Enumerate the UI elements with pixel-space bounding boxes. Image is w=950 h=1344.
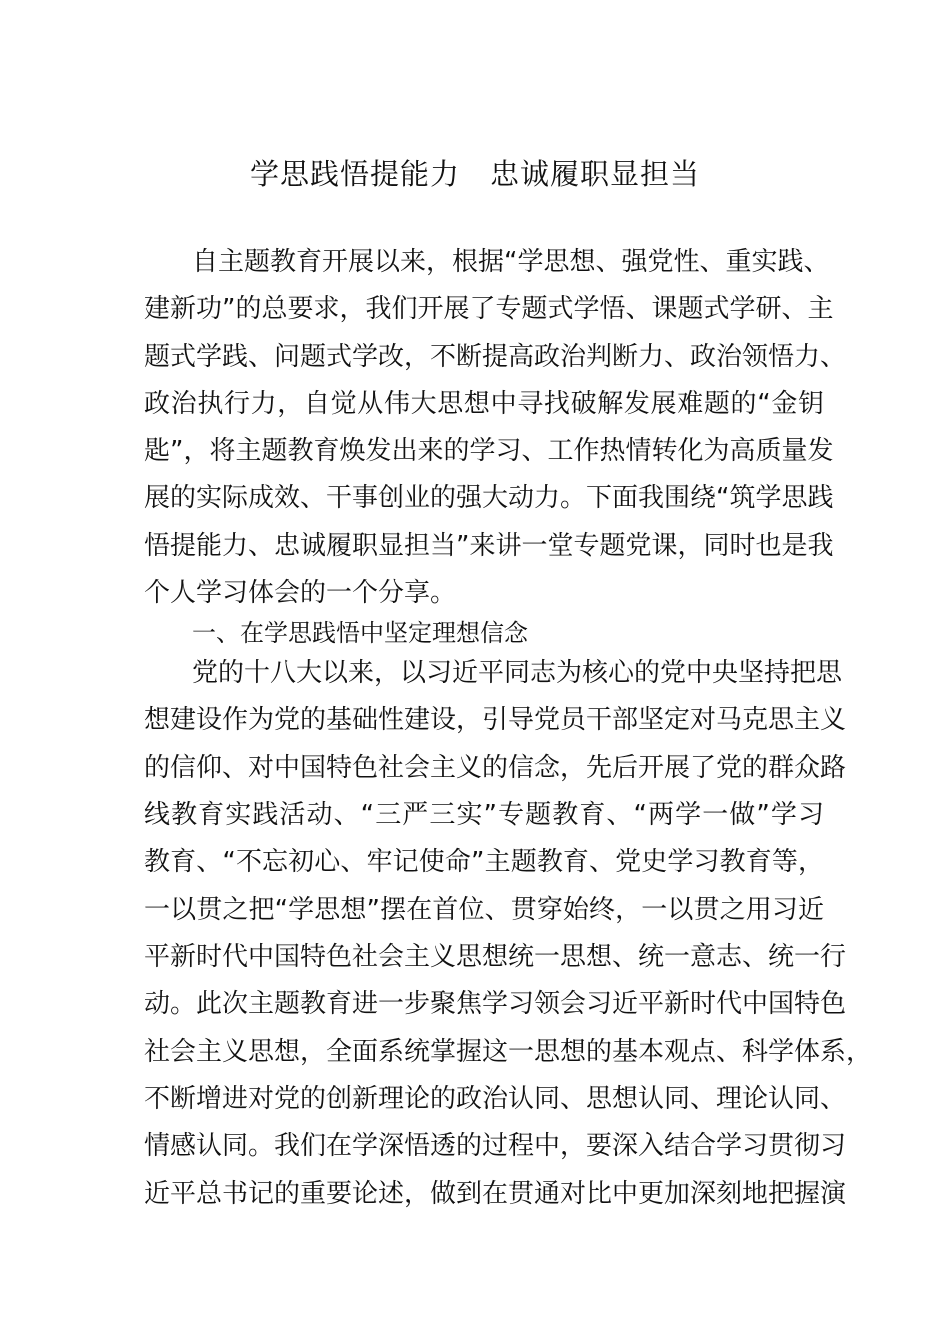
paragraph-line: 建新功”的总要求，我们开展了专题式学悟、课题式学研、主: [144, 294, 834, 324]
paragraph-line: 匙”，将主题教育焕发出来的学习、工作热情转化为高质量发: [144, 436, 834, 466]
paragraph-line: 自主题教育开展以来，根据“学思想、强党性、重实践、: [192, 247, 830, 277]
paragraph-line: 党的十八大以来，以习近平同志为核心的党中央坚持把思: [192, 658, 843, 688]
section-heading: 一、在学思践悟中坚定理想信念: [192, 619, 528, 647]
paragraph-line: 教育、“不忘初心、牢记使命”主题教育、党史学习教育等，: [144, 847, 824, 877]
paragraph-line: 不断增进对党的创新理论的政治认同、思想认同、理论认同、: [144, 1084, 847, 1114]
paragraph-line: 题式学践、问题式学改，不断提高政治判断力、政治领悟力、: [144, 342, 847, 372]
paragraph-line: 动。此次主题教育进一步聚焦学习领会习近平新时代中国特色: [144, 989, 847, 1019]
paragraph-line: 悟提能力、忠诚履职显担当”来讲一堂专题党课，同时也是我: [144, 531, 834, 561]
paragraph-line: 社会主义思想，全面系统掌握这一思想的基本观点、科学体系，: [144, 1037, 873, 1067]
paragraph-line: 线教育实践活动、“三严三实”专题教育、“两学一做”学习: [144, 800, 824, 830]
paragraph-line: 一以贯之把“学思想”摆在首位、贯穿始终，一以贯之用习近: [144, 895, 824, 925]
paragraph-line: 展的实际成效、干事创业的强大动力。下面我围绕“筑学思践: [144, 483, 834, 513]
paragraph-line: 的信仰、对中国特色社会主义的信念，先后开展了党的群众路: [144, 753, 847, 783]
paragraph-line: 平新时代中国特色社会主义思想统一思想、统一意志、统一行: [144, 942, 847, 972]
paragraph-line: 想建设作为党的基础性建设，引导党员干部坚定对马克思主义: [144, 705, 847, 735]
paragraph-line: 政治执行力，自觉从伟大思想中寻找破解发展难题的“金钥: [144, 389, 824, 419]
document-title: 学思践悟提能力 忠诚履职显担当: [249, 157, 700, 191]
paragraph-line: 情感认同。我们在学深悟透的过程中，要深入结合学习贯彻习: [144, 1131, 847, 1161]
paragraph-line: 近平总书记的重要论述，做到在贯通对比中更加深刻地把握演: [144, 1179, 847, 1209]
paragraph-line: 个人学习体会的一个分享。: [144, 578, 457, 608]
